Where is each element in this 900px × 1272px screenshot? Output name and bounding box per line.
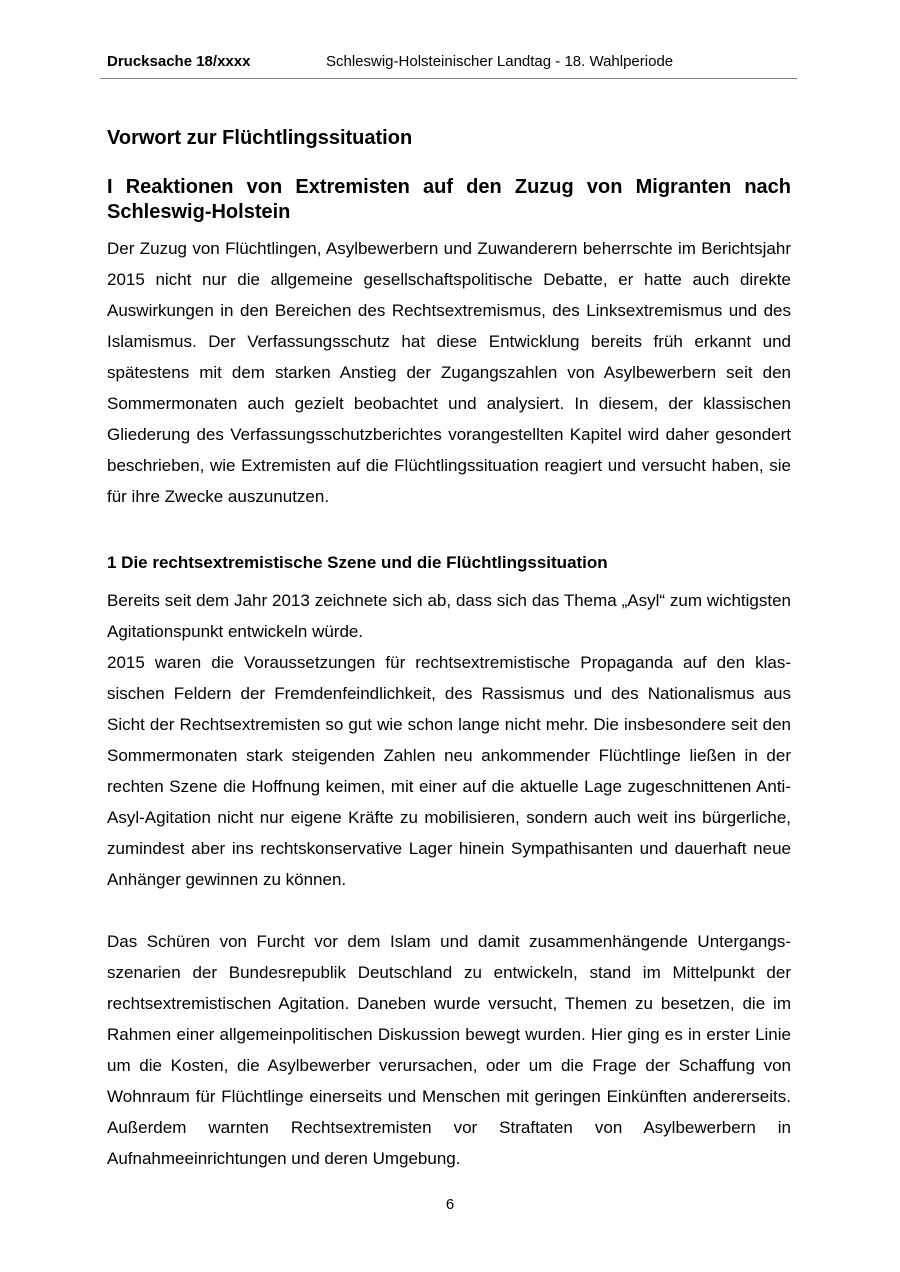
- section-paragraph: Der Zuzug von Flüchtlingen, Asylbewerbern und Zuwanderern beherrschte im Berichtsjahr 2015 nicht nur die allgemeine gesellschaftspolitische Debatte, er hatte auch direkte Auswirkungen in den Bereichen des Rechtsextremismus, des Linksextremismus und des Islamismus. Der Verfassungsschutz hat diese Entwicklung bereits früh erkannt und spätestens mit dem starken Anstieg der Zugangszahlen von Asylbewerbern seit den Sommermonaten auch gezielt beobachtet und analysiert. In diesem, der klassischen Gliederung des Verfassungsschutzberichtes vorangestellten Kapitel wird daher gesondert beschrieben, wie Extremisten auf die Flüchtlingssituation reagiert und versucht haben, sie für ihre Zwecke auszunutzen.: [107, 239, 791, 506]
- page-header: [100, 51, 797, 79]
- page-number: 6: [445, 1196, 455, 1213]
- subsection-paragraph-3: Das Schüren von Furcht vor dem Islam und damit zusammenhängende Untergangsszenarien der Bundesrepublik Deutschland zu entwickeln, stand im Mittelpunkt der rechtsextremistischen Agitation. Daneben wurde versucht, Themen zu besetzen, die im Rahmen einer allgemeinpolitischen Diskussion bewegt wurden. Hier ging es in erster Linie um die Kosten, die Asylbewerber verursachen, oder um die Frage der Schaffung von Wohnraum für Flüchtlinge einerseits und Menschen mit geringen Einkünften andererseits. Außerdem warnten Rechtsextremisten vor Straftaten von Asylbewerbern in Aufnahmeeinrichtungen und deren Umgebung.: [107, 932, 791, 1168]
- subsection-heading: 1 Die rechtsextremistische Szene und die Flüchtlingssituation: [107, 553, 608, 572]
- page-title: Vorwort zur Flüchtlingssituation: [107, 127, 413, 149]
- parliament-title: Schleswig-Holsteinischer Landtag - 18. Wahlperiode: [326, 53, 674, 70]
- page-content: [107, 124, 791, 1174]
- subsection-paragraph-2: 2015 waren die Voraussetzungen für rechtsextremistische Propaganda auf den klassischen Feldern der Fremdenfeindlichkeit, des Rassismus und des Nationalismus aus Sicht der Rechtsextremisten so gut wie schon lange nicht mehr. Die insbesondere seit den Sommermonaten stark steigenden Zahlen neu ankommender Flüchtlinge ließen in der rechten Szene die Hoffnung keimen, mit einer auf die aktuelle Lage zugeschnittenen Anti-Asyl-Agitation nicht nur eigene Kräfte zu mobilisieren, sondern auch weit ins bürgerliche, zumindest aber ins rechtskonservative Lager hinein Sympathisanten und dauerhaft neue Anhänger gewinnen zu können.: [107, 653, 791, 889]
- subsection-paragraph-1: Bereits seit dem Jahr 2013 zeichnete sich ab, dass sich das Thema „Asyl“ zum wichtigsten Agitationspunkt entwickeln würde.: [107, 591, 791, 641]
- section-heading: I Reaktionen von Extremisten auf den Zuzug von Migranten nach Schleswig-Holstein: [107, 176, 791, 223]
- document-number: Drucksache 18/xxxx: [107, 53, 251, 70]
